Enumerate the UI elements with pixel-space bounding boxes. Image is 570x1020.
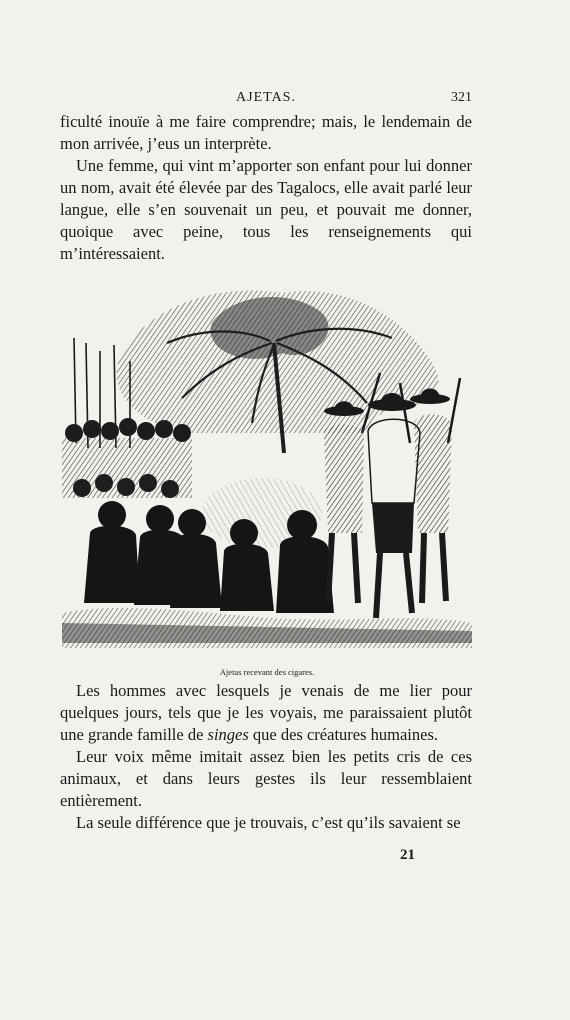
paragraph-apes	[60, 680, 472, 746]
signature-mark: 21	[400, 847, 415, 863]
paragraph-difference: La seule différence que je trouvais, c’est qu’ils savaient se	[76, 813, 461, 832]
running-head	[60, 90, 472, 108]
illustration-caption: Ajetas recevant des cigares.	[219, 667, 315, 677]
paragraph-apes-start: Les hommes avec lesquels je venais de me lier pour quelques jours, tels que je les voyais, me paraissaient plutôt une grande famille de	[60, 681, 472, 744]
paragraph-interpreter: Une femme, qui vint m’apporter son enfant pour lui donner un nom, avait été élevée par des Tagalocs, elle avait parlé leur langue, elle s’en souvenait un peu, et pouvait me donner, quoique avec peine, tous les renseignements qui m’intéressaient.	[60, 156, 472, 263]
paragraph-apes-emphasis: singes	[207, 725, 249, 744]
engraving-artwork	[62, 283, 472, 663]
engraving-illustration	[62, 283, 472, 663]
running-title: AJETAS.	[236, 90, 296, 105]
text-block-top	[60, 111, 472, 265]
paragraph-voice: Leur voix même imitait assez bien les petits cris de ces animaux, et dans leurs gestes ils leur ressemblaient entièrement.	[60, 747, 472, 810]
text-block-bottom	[60, 680, 472, 834]
paragraph-apes-end: que des créatures humaines.	[248, 725, 438, 744]
page-number: 321	[451, 90, 472, 105]
paragraph-continuation: ficulté inouïe à me faire comprendre; mais, le lendemain de mon arrivée, j’eus un interprète.	[60, 112, 472, 153]
